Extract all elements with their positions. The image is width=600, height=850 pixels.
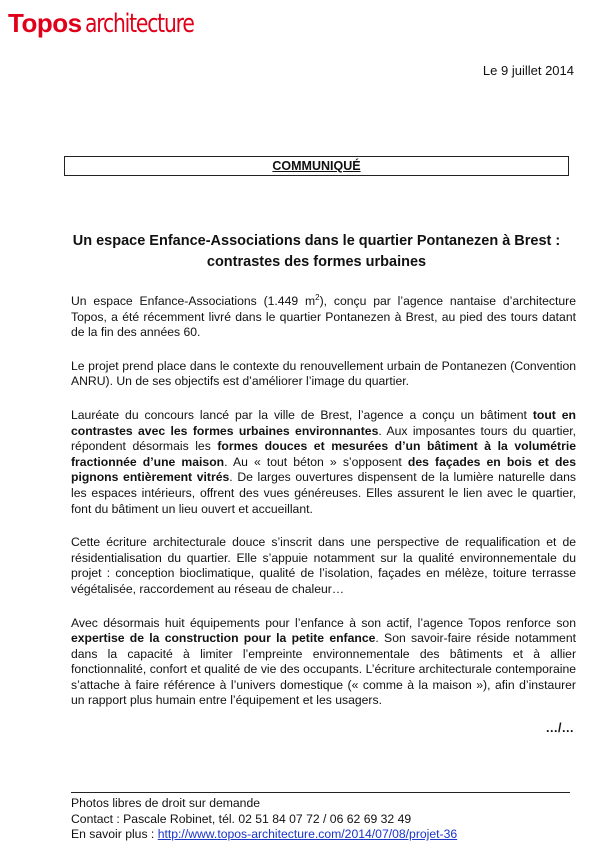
- p3-text-c: . Aux imposantes tours du quartier, répondent désormais les: [71, 423, 576, 454]
- press-body: [71, 294, 576, 727]
- p1-text-a: Un espace Enfance-Associations (1.449 m: [71, 294, 316, 308]
- footer-divider: [71, 792, 570, 793]
- title-line-1: Un espace Enfance-Associations dans le quartier Pontanezen à Brest :: [72, 233, 561, 249]
- p3-text-g: . De larges ouvertures dispensent de la lumière naturelle dans les espaces intérieurs, offrent des vues généreuses. Elles assurent le lien avec le quartier, font du bâtiment un lieu ouvert et accueillant.: [71, 470, 576, 516]
- communique-label: COMMUNIQUÉ: [272, 159, 361, 173]
- paragraph-4: Cette écriture architecturale douce s’inscrit dans une perspective de requalification et de résidentialisation du quartier. Elle s’appuie notamment sur la qualité environnementale du projet : conception bioclimatique, qualité de l’isolation, façades en mélèze, toiture terrasse végétalisée, raccordement au réseau de chaleur…: [71, 535, 576, 596]
- p5-text-c: . Son savoir-faire réside notamment dans la capacité à limiter l’empreinte environnementale des bâtiments et à allier fonctionnalité, confort et qualité de vie des occupants. L’écriture architecturale contemporaine s’attache à faire référence à l’univers domestique (« comme à la maison »), afin d’instaurer un rapport plus humain entre l’équipement et les usagers.: [71, 631, 576, 708]
- title-line-2: contrastes des formes urbaines: [206, 254, 427, 270]
- communique-banner: [64, 156, 569, 176]
- paragraph-1: [71, 294, 576, 341]
- project-link[interactable]: http://www.topos-architecture.com/2014/07/08/projet-36: [157, 827, 458, 842]
- company-logo: [8, 10, 224, 37]
- footer-photos-line: Photos libres de droit sur demande: [71, 796, 261, 810]
- footer-more-prefix: En savoir plus :: [71, 827, 158, 842]
- continuation-mark: …/…: [545, 721, 574, 735]
- logo-brand: Topos: [8, 8, 82, 38]
- footer-contact-line: Contact : Pascale Robinet, tél. 02 51 84 07 72 / 06 62 69 32 49: [71, 811, 412, 826]
- p3-bold-d: formes douces et mesurées d’un bâtiment à la volumétrie fractionnée d’une maison: [71, 439, 576, 469]
- press-title: [64, 231, 569, 273]
- paragraph-3: [71, 408, 576, 517]
- p3-text-a: Lauréate du concours lancé par la ville de Brest, l’agence a conçu un bâtiment: [71, 407, 533, 422]
- p1-superscript: 2: [315, 292, 320, 302]
- paragraph-5: [71, 616, 576, 710]
- paragraph-2: Le projet prend place dans le contexte du renouvellement urbain de Pontanezen (Convention ANRU). Un de ses objectifs est d’améliorer l’image du quartier.: [71, 358, 576, 389]
- footer-more-line: [71, 827, 457, 843]
- p3-bold-f: des façades en bois et des pignons entièrement vitrés: [71, 454, 576, 485]
- footer: [71, 796, 457, 843]
- logo-word: architecture: [84, 9, 194, 39]
- p5-text-a: Avec désormais huit équipements pour l’enfance à son actif, l’agence Topos renforce son: [71, 615, 576, 630]
- p3-text-e: . Au « tout béton » s’opposent: [224, 454, 408, 469]
- p5-bold-b: expertise de la construction pour la petite enfance: [71, 631, 376, 646]
- p1-text-b: ), conçu par l’agence nantaise d’architecture Topos, a été récemment livré dans le quartier Pontanezen à Brest, au pied des tours datant de la fin des années 60.: [71, 294, 576, 340]
- press-date: Le 9 juillet 2014: [482, 63, 574, 78]
- p3-bold-b: tout en contrastes avec les formes urbaines environnantes: [71, 407, 576, 438]
